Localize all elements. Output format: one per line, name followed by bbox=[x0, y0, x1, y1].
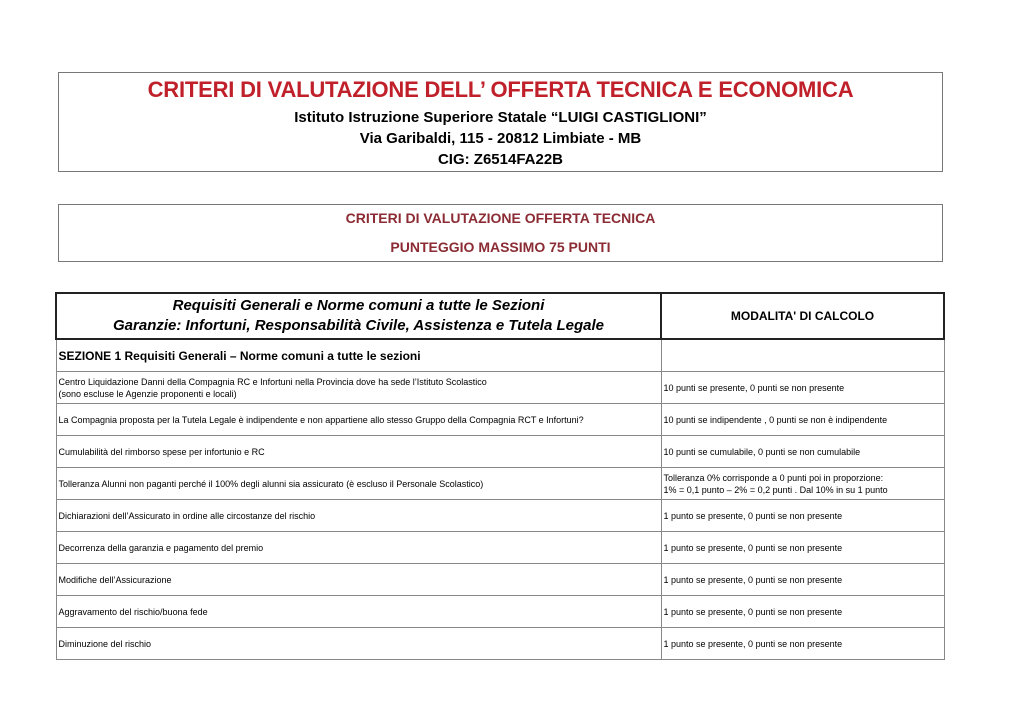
calculation-text: 1 punto se presente, 0 punti se non presente bbox=[663, 638, 843, 649]
calculation-cell bbox=[661, 564, 944, 596]
requirement-cell bbox=[56, 500, 661, 532]
requirement-cell bbox=[56, 468, 661, 500]
calculation-cell bbox=[661, 404, 944, 436]
requirement-cell bbox=[56, 532, 661, 564]
calculation-text: Tolleranza 0% corrisponde a 0 punti poi in proporzione: bbox=[663, 472, 884, 483]
requirement-cell bbox=[56, 628, 661, 660]
requirements-header-line2: Garanzie: Infortuni, Responsabilità Civile, Assistenza e Tutela Legale bbox=[113, 317, 604, 334]
institute-address: Via Garibaldi, 115 - 20812 Limbiate - MB bbox=[359, 130, 642, 147]
cig-code: CIG: Z6514FA22B bbox=[437, 151, 564, 168]
requirements-header bbox=[56, 293, 661, 339]
table-row bbox=[56, 564, 944, 596]
calculation-text: 1 punto se presente, 0 punti se non presente bbox=[663, 510, 843, 521]
document-title: CRITERI DI VALUTAZIONE DELL’ OFFERTA TECNICA E ECONOMICA bbox=[147, 77, 854, 102]
requirement-text: Cumulabilità del rimborso spese per infortunio e RC bbox=[58, 446, 265, 457]
calculation-cell bbox=[661, 596, 944, 628]
requirement-cell bbox=[56, 436, 661, 468]
calculation-cell bbox=[661, 532, 944, 564]
document-header-box bbox=[58, 72, 943, 172]
table-row bbox=[56, 372, 944, 404]
table-row bbox=[56, 404, 944, 436]
requirement-text: Centro Liquidazione Danni della Compagnia RC e Infortuni nella Provincia dove ha sede l’Istituto Scolastico bbox=[58, 376, 487, 387]
calculation-cell bbox=[661, 500, 944, 532]
table-row bbox=[56, 596, 944, 628]
calculation-text: 1 punto se presente, 0 punti se non presente bbox=[663, 606, 843, 617]
calculation-text: 1 punto se presente, 0 punti se non presente bbox=[663, 542, 843, 553]
requirement-cell bbox=[56, 564, 661, 596]
section-empty-cell bbox=[661, 339, 944, 372]
requirement-text: Modifiche dell’Assicurazione bbox=[58, 574, 172, 585]
requirement-text: Aggravamento del rischio/buona fede bbox=[58, 606, 208, 617]
requirement-text: Tolleranza Alunni non paganti perché il 100% degli alunni sia assicurato (è escluso il Personale Scolastico) bbox=[58, 478, 484, 489]
requirement-text: Diminuzione del rischio bbox=[58, 638, 152, 649]
requirement-note: (sono escluse le Agenzie proponenti e locali) bbox=[58, 388, 237, 399]
calculation-cell bbox=[661, 436, 944, 468]
technical-offer-title: CRITERI DI VALUTAZIONE OFFERTA TECNICA bbox=[345, 210, 656, 226]
calculation-text: 10 punti se cumulabile, 0 punti se non cumulabile bbox=[663, 446, 861, 457]
section-row bbox=[56, 339, 944, 372]
max-score: PUNTEGGIO MASSIMO 75 PUNTI bbox=[390, 239, 611, 255]
table-row bbox=[56, 500, 944, 532]
calculation-cell bbox=[661, 468, 944, 500]
requirement-cell bbox=[56, 596, 661, 628]
requirement-cell bbox=[56, 372, 661, 404]
calculation-text: 10 punti se presente, 0 punti se non presente bbox=[663, 382, 845, 393]
calculation-text: 10 punti se indipendente , 0 punti se non è indipendente bbox=[663, 414, 888, 425]
requirement-cell bbox=[56, 404, 661, 436]
calculation-text: 1 punto se presente, 0 punti se non presente bbox=[663, 574, 843, 585]
table-row bbox=[56, 532, 944, 564]
table-row bbox=[56, 436, 944, 468]
calculation-cell bbox=[661, 628, 944, 660]
requirement-text: La Compagnia proposta per la Tutela Legale è indipendente e non appartiene allo stesso Gruppo della Compagnia RCT e Infortuni? bbox=[58, 414, 584, 425]
criteria-table bbox=[55, 292, 945, 660]
table-row bbox=[56, 628, 944, 660]
section-label: SEZIONE 1 Requisiti Generali – Norme comuni a tutte le sezioni bbox=[56, 339, 661, 372]
requirement-text: Decorrenza della garanzia e pagamento del premio bbox=[58, 542, 264, 553]
requirement-text: Dichiarazioni dell’Assicurato in ordine alle circostanze del rischio bbox=[58, 510, 316, 521]
requirements-header-line1: Requisiti Generali e Norme comuni a tutte le Sezioni bbox=[172, 297, 545, 314]
calculation-detail: 1% = 0,1 punto – 2% = 0,2 punti . Dal 10% in su 1 punto bbox=[663, 484, 888, 495]
technical-offer-box bbox=[58, 204, 943, 262]
calculation-cell bbox=[661, 372, 944, 404]
institute-name: Istituto Istruzione Superiore Statale “LUIGI CASTIGLIONI” bbox=[294, 109, 707, 126]
table-row bbox=[56, 468, 944, 500]
calculation-header: MODALITA' DI CALCOLO bbox=[661, 293, 944, 339]
table-header-row bbox=[56, 293, 944, 339]
